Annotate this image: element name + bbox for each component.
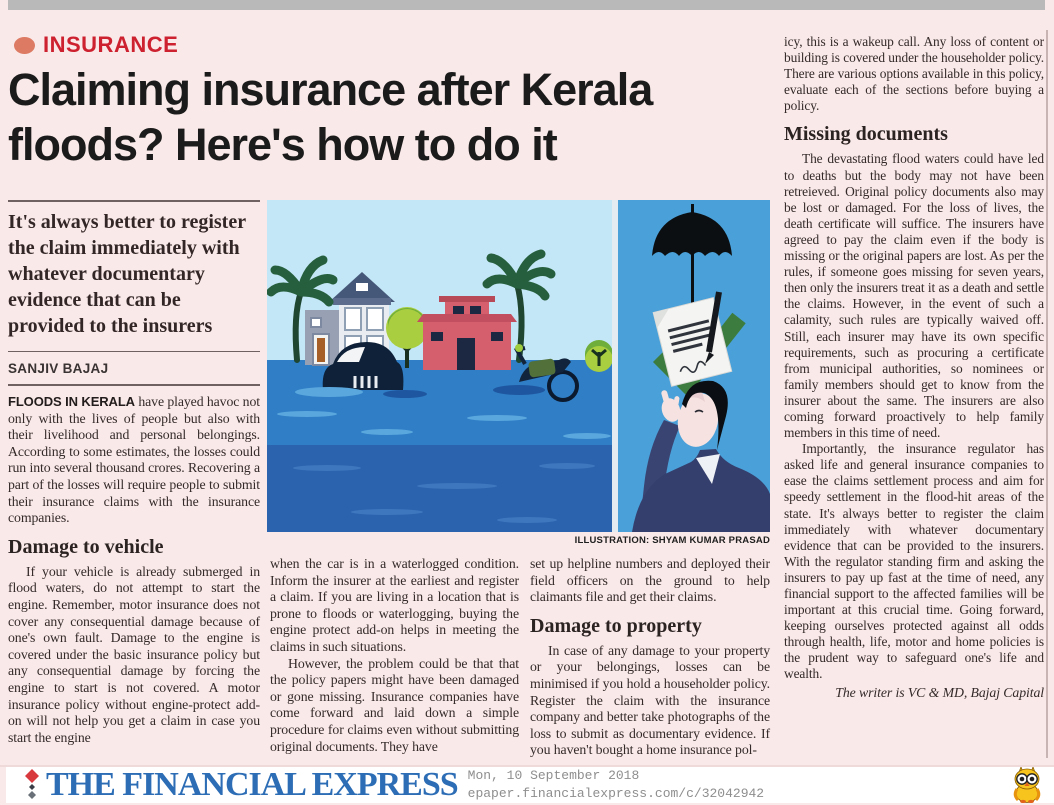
paragraph-lead-in: FLOODS IN KERALA <box>8 394 135 409</box>
footer-date: Mon, 10 September 2018 <box>467 768 640 783</box>
flood-illustration <box>267 200 770 532</box>
express-emblem-icon <box>24 768 40 802</box>
footer-url: epaper.financialexpress.com/c/32042942 <box>467 786 765 801</box>
paragraph <box>8 394 260 527</box>
standfirst: It's always better to register the claim immediately with whatever documentary evidence that can be provided to the insurers <box>8 211 246 337</box>
writer-credit: The writer is VC & MD, Bajaj Capital <box>835 684 1044 700</box>
section-label: INSURANCE <box>43 32 179 57</box>
byline: SANJIV BAJAJ <box>8 361 109 376</box>
column-1 <box>8 200 260 746</box>
right-column-rule <box>1046 30 1048 758</box>
paragraph: Importantly, the insurance regulator has asked life and general insurance companies to ease the claims settlement process and aim for speedy settlement in the flood-hit areas of the state. It's always better to register the claim immediately with whatever documentary evidence that can be provided to the insurers. With the regulator standing firm and asking the insurers to pay up fast at the time of need, any financial support to the affected families will be important at this crucial time. Going forward, keeping ourselves protected against all odds through health, life, motor and home policies is the prudent way to safeguard one's life and wealth. <box>784 441 1044 682</box>
subhead-damage-to-vehicle: Damage to vehicle <box>8 535 164 558</box>
section-dot-icon <box>14 37 35 54</box>
article-headline: Claiming insurance after Kerala floods? Here's how to do it <box>8 64 653 170</box>
column-3 <box>530 556 770 759</box>
subhead-missing-documents: Missing documents <box>784 123 948 146</box>
illustration-credit: ILLUSTRATION: SHYAM KUMAR PRASAD <box>574 535 770 546</box>
flood-scene <box>267 200 618 532</box>
insurance-scene <box>618 200 770 532</box>
bush-icon <box>585 340 613 372</box>
masthead-logo: THE FINANCIAL EXPRESS <box>46 766 458 803</box>
paragraph: However, the problem could be that that the policy papers might have been damaged or gone missing. Insurance companies have come forward and laid down a simple procedure for claims even without submitting original documents. They have <box>270 655 519 754</box>
paragraph: icy, this is a wakeup call. Any loss of content or building is covered under the householder policy. There are various options available in this policy, evaluate each of the sections before buying a policy. <box>784 34 1044 114</box>
standfirst-box <box>8 200 260 352</box>
byline-box <box>8 352 260 386</box>
column-2 <box>270 556 519 755</box>
footer-bar <box>0 765 1054 803</box>
section-kicker <box>14 32 178 58</box>
subhead-damage-to-property: Damage to property <box>530 614 702 637</box>
owl-logo-icon <box>1008 767 1046 803</box>
paragraph: If your vehicle is already submerged in flood waters, do not attempt to start the engine. Remember, motor insurance does not cover any consequential damage because of one's own fault. Damage to the engine is covered under the basic insurance policy but any consequential damage by forcing the engine to start is not covered. A motor insurance policy without engine-protect add-on will not help you get a claim in case you start the engine <box>8 563 260 745</box>
paragraph: The devastating flood waters could have led to deaths but the body may not have been retreieved. Original policy documents also may be lost or damaged. For the loss of lives, the death certificate will suffice. The insurers have agreed to pay the claim even if the body is missing or the original papers are lost. As per the rules, if someone goes missing for seven years, then only the insurers treat it as a death and settle the claims. However, in the event of such a calamity, such rules are typically waived off. Still, each insurer may have its own specific requirements, such as procuring a certificate from municipal authorities, so nominees or family members should get to know from the insurer about the same. The insurers are also coming forward proactively to help family members in this time of need. <box>784 151 1044 441</box>
paragraph: when the car is in a waterlogged condition. Inform the insurer at the earliest and register a claim. If you are living in a location that is prone to floods or waterlogging, buying the engine protect add-on helps in meeting the claims in such situations. <box>270 556 519 654</box>
paragraph: In case of any damage to your property or your belongings, losses can be minimised if you hold a householder policy. Register the claim with the insurance company and better take photographs of the loss to submit as documentary evidence. If you haven't bought a home insurance pol- <box>530 642 770 758</box>
paragraph: set up helpline numbers and deployed their field officers on the ground to help claimants file and get their claims. <box>530 556 770 605</box>
top-gray-bar <box>8 0 1045 10</box>
footer-meta <box>468 767 1008 803</box>
footer-edge <box>0 767 6 805</box>
column-4 <box>784 34 1044 701</box>
paragraph-text: have played havoc not only with the lives of people but also with their livelihood and personal belongings. According to some estimates, the losses could run into several thousand crores. Recovering a part of the losses will require people to submit their insurance claims with the insurance companies. <box>8 394 260 526</box>
